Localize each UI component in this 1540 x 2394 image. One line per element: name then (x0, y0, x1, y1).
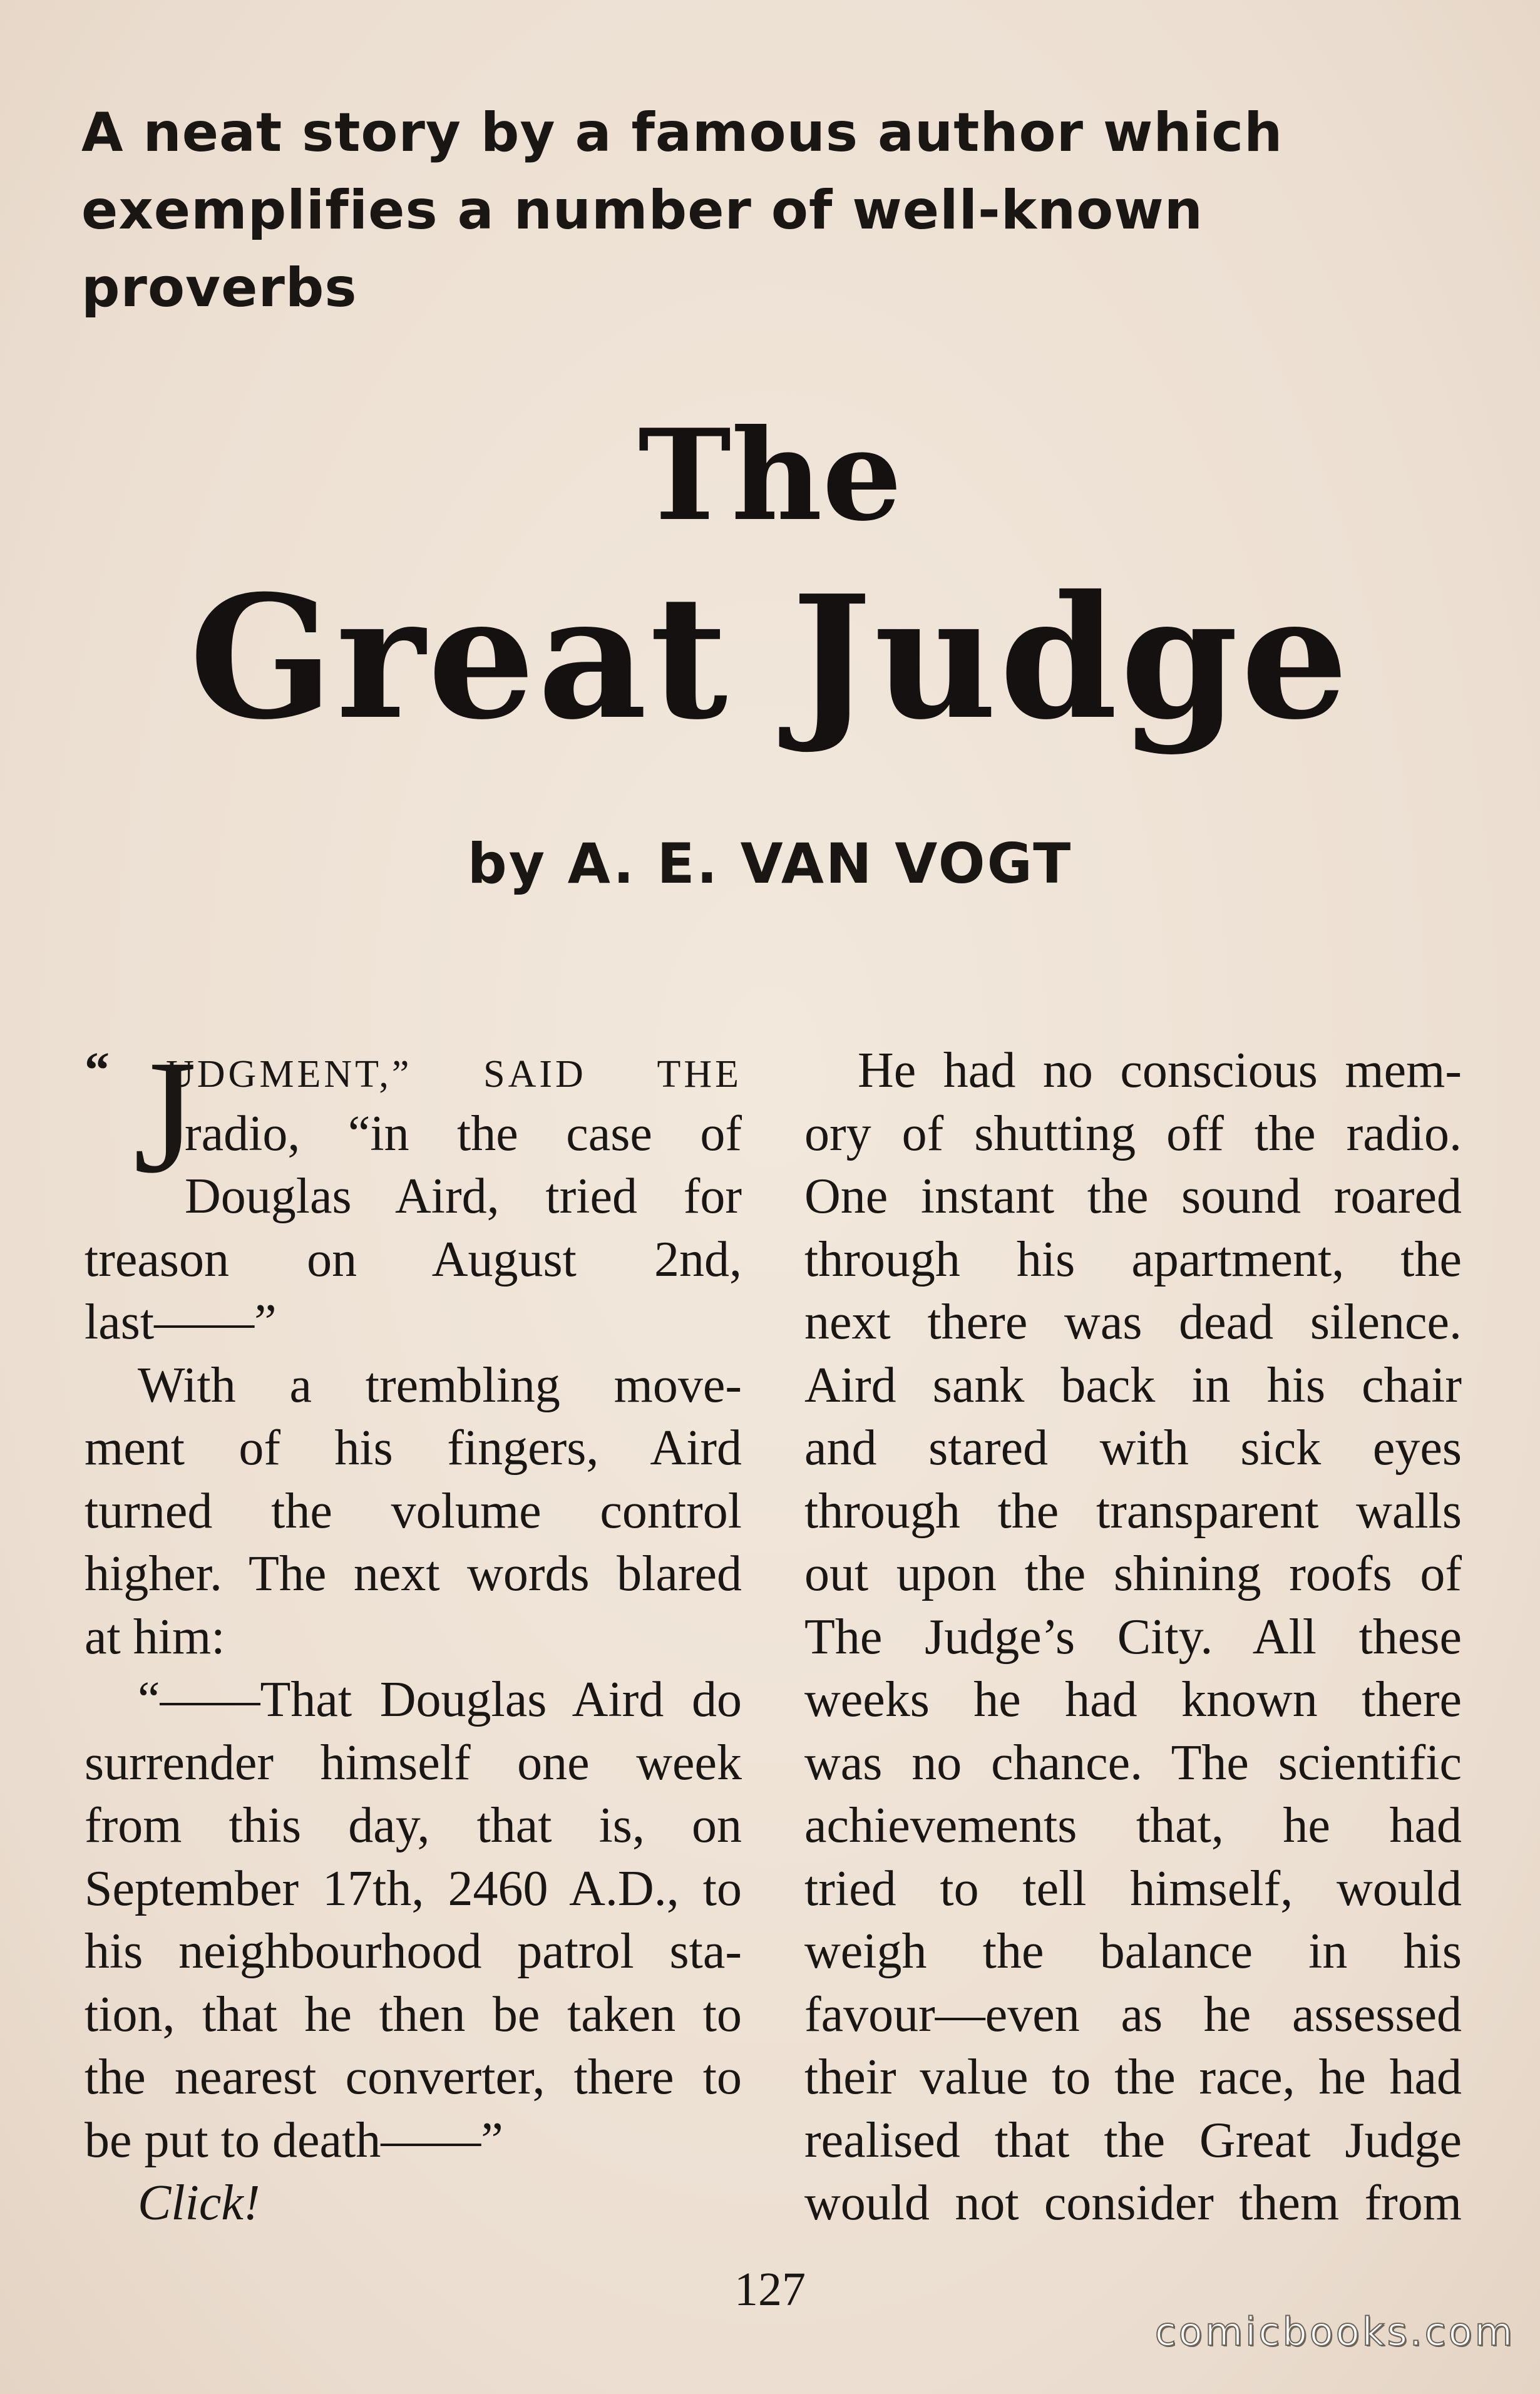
text-line: out upon the shining roofs of (804, 1546, 1462, 1601)
site-watermark: comicbooks.com (1154, 2309, 1515, 2355)
text-line: achievements that, he had (804, 1798, 1462, 1853)
opening-quote: “ (85, 1043, 110, 1098)
text-line: The Judge’s City. All these (804, 1609, 1462, 1665)
text-line: Aird sank back in his chair (804, 1357, 1462, 1413)
text-line: weeks he had known there (804, 1672, 1462, 1727)
text-line: treason on August 2nd, (85, 1231, 742, 1287)
small-caps-opening: UDGMENT,” SAID THE (166, 1053, 742, 1096)
text-line: next there was dead silence. (804, 1295, 1462, 1350)
text-line: his neighbourhood patrol sta- (85, 1924, 742, 1979)
text-line: He had no conscious mem- (858, 1043, 1462, 1098)
text-line: at him: (85, 1609, 225, 1665)
text-line: be put to death——” (85, 2112, 503, 2168)
author-byline: by A. E. VAN VOGT (467, 831, 1073, 896)
blurb-line: proverbs (81, 257, 357, 319)
text-line: “——That Douglas Aird do (138, 1672, 742, 1727)
text-line: last——” (85, 1295, 277, 1350)
text-line: realised that the Great Judge (804, 2112, 1462, 2168)
text-line: higher. The next words blared (85, 1546, 742, 1601)
text-line: and stared with sick eyes (804, 1420, 1462, 1476)
text-line: would not consider them from (804, 2176, 1462, 2231)
blurb-line: A neat story by a famous author which (81, 101, 1283, 164)
drop-cap: J (133, 1027, 197, 1207)
text-line: September 17th, 2460 A.D., to (85, 1861, 742, 1916)
text-line: their value to the race, he had (804, 2050, 1462, 2105)
text-line: through the transparent walls (804, 1483, 1462, 1539)
text-line: favour—even as he assessed (804, 1986, 1462, 2042)
right-text-column (804, 1039, 1462, 2235)
text-line: the nearest converter, there to (85, 2050, 742, 2105)
text-line: Douglas Aird, tried for (185, 1169, 742, 1224)
text-line: through his apartment, the (804, 1231, 1462, 1287)
text-line: was no chance. The scientific (804, 1735, 1462, 1790)
text-line: One instant the sound roared (804, 1169, 1462, 1224)
text-line: ment of his fingers, Aird (85, 1420, 742, 1476)
text-line: tried to tell himself, would (804, 1861, 1462, 1916)
text-line: turned the volume control (85, 1483, 742, 1539)
text-line: ory of shutting off the radio. (804, 1106, 1462, 1161)
text-line: surrender himself one week (85, 1735, 742, 1790)
text-line: With a trembling move- (138, 1357, 742, 1413)
text-line: radio, “in the case of (185, 1106, 742, 1161)
text-line-click: Click! (138, 2176, 260, 2231)
text-line: tion, that he then be taken to (85, 1986, 742, 2042)
left-text-column (85, 1027, 742, 2235)
blurb-line: exemplifies a number of well-known (81, 179, 1203, 242)
story-blurb (81, 94, 1333, 327)
page-number: 127 (734, 2263, 806, 2316)
text-line: weigh the balance in his (804, 1924, 1462, 1979)
story-title-line-1: The (638, 402, 902, 549)
story-title-line-2: Great Judge (189, 558, 1351, 757)
text-line: from this day, that is, on (85, 1798, 742, 1853)
